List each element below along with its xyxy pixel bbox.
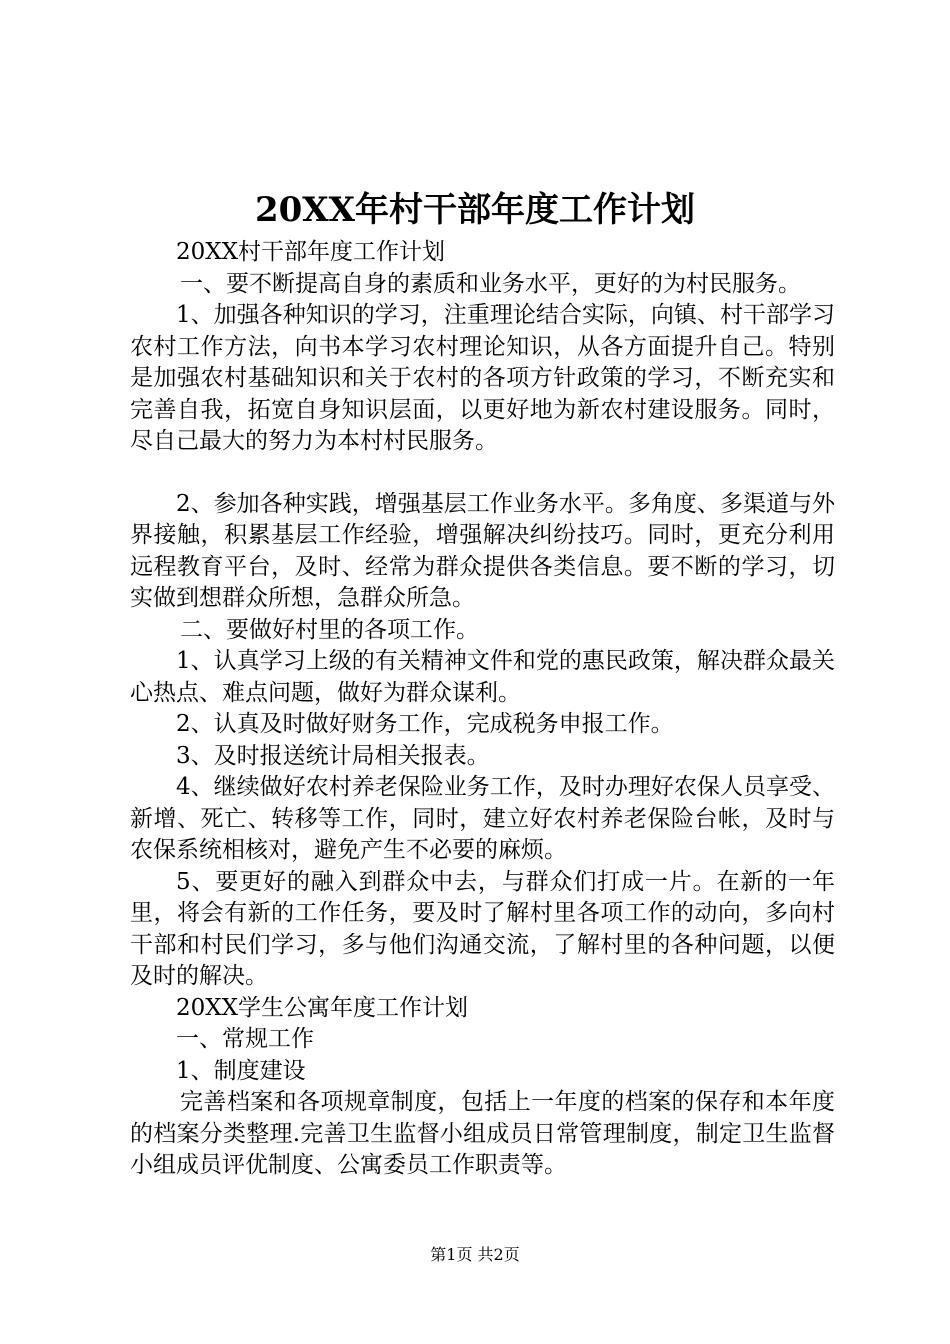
paragraph-section-1: 一、要不断提高自身的素质和业务水平，更好的为村民服务。 (180, 270, 801, 297)
paragraph-item-2-2: 2、认真及时做好财务工作，完成税务申报工作。 (176, 711, 674, 737)
paragraph-second-plan-title: 20XX学生公寓年度工作计划 (176, 994, 469, 1021)
paragraph-item-1-2: 2、参加各种实践，增强基层工作业务水平。多角度、多渠道与外界接触，积累基层工作经验，增强解决纠纷技巧。同时，更充分利用远程教育平台，及时、经常为群众提供各类信息。要不断的学习，切实做到想群众所想，急群众所急。 (130, 490, 835, 611)
paragraph-section-2: 二、要做好村里的各项工作。 (180, 616, 479, 643)
paragraph-item-2-3: 3、及时报送统计局相关报表。 (176, 742, 490, 769)
paragraph-routine-work: 一、常规工作 (176, 1026, 314, 1052)
page-footer: 第1页 共2页 (430, 1245, 520, 1264)
paragraph-item-2-1: 1、认真学习上级的有关精神文件和党的惠民政策，解决群众最关心热点、难点问题，做好为群众谋利。 (130, 648, 835, 706)
document-title: 20XX年村干部年度工作计划 (254, 190, 696, 230)
paragraph-subtitle: 20XX村干部年度工作计划 (176, 239, 446, 265)
paragraph-system-details: 完善档案和各项规章制度，包括上一年度的档案的保存和本年度的档案分类整理.完善卫生监督小组成员日常管理制度，制定卫生监督小组成员评优制度、公寓委员工作职责等。 (130, 1089, 835, 1178)
paragraph-system-building: 1、制度建设 (176, 1057, 306, 1084)
document-body (130, 237, 835, 1182)
paragraph-item-2-4: 4、继续做好农村养老保险业务工作，及时办理好农保人员享受、新增、死亡、转移等工作，同时，建立好农村养老保险台帐，及时与农保系统相核对，避免产生不必要的麻烦。 (130, 774, 835, 863)
paragraph-item-2-5: 5、要更好的融入到群众中去，与群众们打成一片。在新的一年里，将会有新的工作任务，要及时了解村里各项工作的动向，多向村干部和村民们学习，多与他们沟通交流，了解村里的各种问题，以便及时的解决。 (130, 868, 835, 989)
paragraph-item-1-1: 1、加强各种知识的学习，注重理论结合实际，向镇、村干部学习农村工作方法，向书本学习农村理论知识，从各方面提升自己。特别是加强农村基础知识和关于农村的各项方针政策的学习，不断充实和完善自我，拓宽自身知识层面，以更好地为新农村建设服务。同时，尽自己最大的努力为本村村民服务。 (130, 302, 835, 454)
